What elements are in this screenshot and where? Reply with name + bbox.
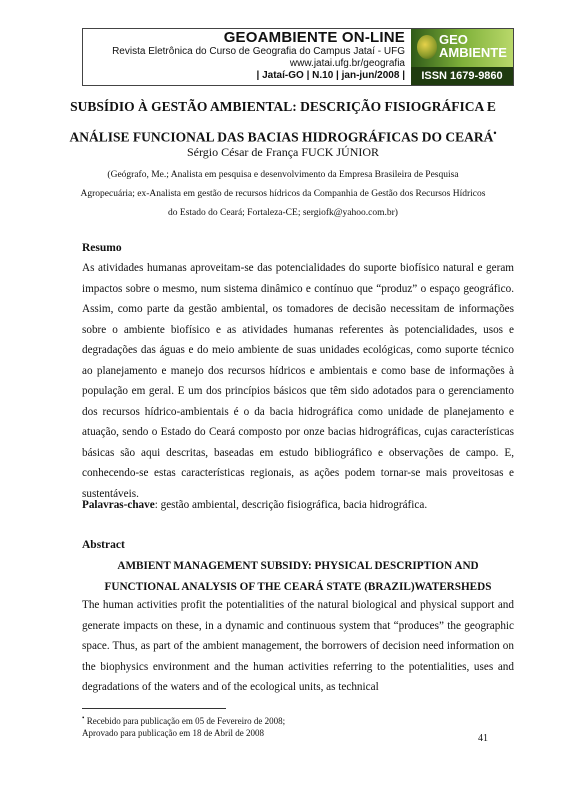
- abstract-title: AMBIENT MANAGEMENT SUBSIDY: PHYSICAL DESCRIPTION AND FUNCTIONAL ANALYSIS OF THE CEARÁ STATE (BRAZIL)WATERSHEDS: [104, 560, 492, 593]
- journal-header: [82, 28, 514, 86]
- page-number: 41: [478, 733, 488, 744]
- resumo-heading: Resumo: [82, 242, 122, 254]
- article-title: [60, 94, 506, 151]
- keywords-label: Palavras-chave: [82, 499, 155, 511]
- footnote: [82, 712, 502, 739]
- journal-header-text: [83, 29, 411, 85]
- abstract-body: The human activities profit the potentialities of the natural biological and physical support and generate impacts on these, in a dynamic and continuous system that “produces” the geographic space. Thus, as part of the ambient management, the borrowers of decision need information on the biophysics environment and the human activities referring to the potentialities, uses and degradations of the waters and of the ecological units, as technical: [82, 599, 514, 693]
- journal-logo: [411, 29, 513, 85]
- article-author: Sérgio César de França FUCK JÚNIOR: [186, 145, 380, 159]
- resumo-body: As atividades humanas aproveitam-se das potencialidades do suporte biofísico natural e geram impactos sobre o mesmo, num sistema dinâmico e contínuo que “produz” o espaço geográfico. Assim, como parte da gestão ambiental, os tomadores de decisão necessitam de informações sobre o ambiente biofísico e as atividades humanas referentes às potencialidades, usos e degradações das águas e do meio ambiente de suas unidades ecológicas, como suporte técnico ao planejamento e manejo dos recursos hídricos e ambientais e como base de informações à população em geral. E um dos princípios básicos que têm sido adotados para o gerenciamento dos recursos hídrico-ambientais é o da bacia hidrográfica como unidade de planejamento e atuação, sendo o Estado do Ceará composto por onze bacias hidrográficas, cujas características básicas são aqui descritas, baseadas em estudo bibliográfico e observações de campo. E, conhecendo-se estas características regionais, as ações podem tornar-se mais proveitosas e sustentáveis.: [82, 262, 514, 500]
- journal-subtitle: Revista Eletrônica do Curso de Geografia do Campus Jataí - UFG: [112, 46, 405, 57]
- journal-title: GEOAMBIENTE ON-LINE: [223, 29, 405, 46]
- article-title-text: SUBSÍDIO À GESTÃO AMBIENTAL: DESCRIÇÃO FISIOGRÁFICA E ANÁLISE FUNCIONAL DAS BACIAS HIDROGRÁFICAS DO CEARÁ: [69, 99, 496, 145]
- issn-label: ISSN 1679-9860: [411, 67, 513, 85]
- footnote-mark: •: [82, 714, 85, 722]
- keywords-list: : gestão ambiental, descrição fisiográfica, bacia hidrográfica.: [154, 499, 428, 511]
- footnote-received-text: Recebido para publicação em 05 de Fevereiro de 2008;: [84, 716, 286, 726]
- author-affiliation: (Geógrafo, Me.; Analista em pesquisa e desenvolvimento da Empresa Brasileira de Pesquisa Agropecuária; ex-Analista em gestão de recursos hídricos da Companhia de Gestão dos Recursos Hídricos do Estado do Ceará; Fortaleza-CE; sergiofk@yahoo.com.br): [80, 170, 486, 218]
- journal-issue: | Jataí-GO | N.10 | jan-jun/2008 |: [256, 70, 405, 81]
- footnote-approved: Aprovado para publicação em 18 de Abril de 2008: [82, 728, 264, 738]
- footnote-divider: [82, 708, 226, 709]
- globe-icon: [417, 35, 437, 59]
- logo-text-geo: GEO: [439, 32, 468, 47]
- keywords: [82, 496, 514, 514]
- title-footnote-mark: •: [493, 128, 497, 138]
- abstract-heading: Abstract: [82, 539, 125, 551]
- logo-name: [439, 33, 507, 59]
- footnote-received: [82, 712, 502, 727]
- journal-website: www.jatai.ufg.br/geografia: [289, 58, 405, 69]
- logo-text-ambiente: AMBIENTE: [439, 45, 507, 60]
